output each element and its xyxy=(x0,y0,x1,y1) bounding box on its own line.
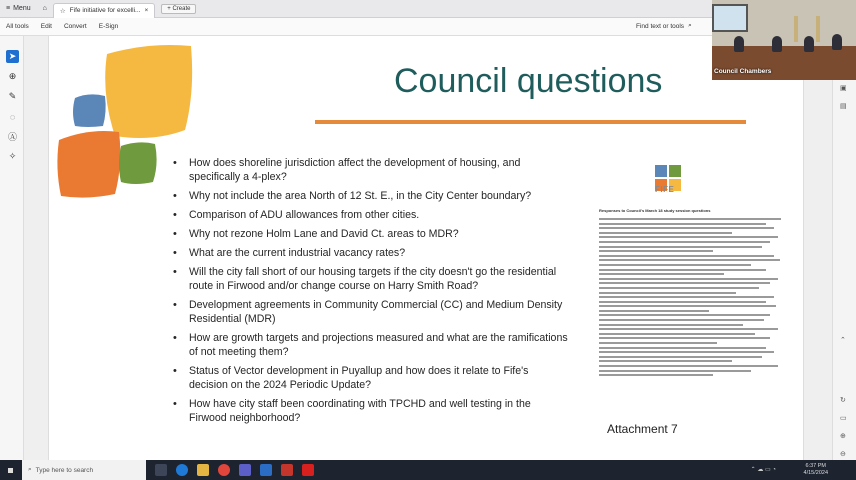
text-line xyxy=(599,287,759,289)
hamburger-icon: ≡ xyxy=(6,5,11,12)
text-line xyxy=(599,360,732,362)
acrobat-icon[interactable] xyxy=(302,464,314,476)
chrome-icon[interactable] xyxy=(218,464,230,476)
text-line xyxy=(599,246,762,248)
text-line xyxy=(599,324,743,326)
text-line xyxy=(599,232,732,234)
question-item: • Development agreements in Community Commercial (CC) and Medium Density Residential (MDR) xyxy=(169,298,569,326)
tab-label: Fife initiative for excelli... xyxy=(69,7,141,14)
leaf-yellow xyxy=(105,45,192,138)
star-icon: ☆ xyxy=(59,7,66,15)
menu-button[interactable] xyxy=(0,0,37,18)
layers-icon[interactable]: ▤ xyxy=(840,103,847,110)
fife-logo-text: FIFE xyxy=(655,185,675,194)
edge-icon[interactable] xyxy=(176,464,188,476)
chamber-screen xyxy=(712,4,748,32)
text-line xyxy=(599,319,764,321)
text-line xyxy=(599,282,770,284)
close-icon[interactable]: × xyxy=(144,7,149,14)
stamp-tool-icon[interactable]: ✧ xyxy=(8,151,17,161)
zoom-out-icon[interactable]: ⊖ xyxy=(840,451,846,458)
text-line xyxy=(599,273,724,275)
text-line xyxy=(599,236,778,238)
text-line xyxy=(599,255,774,257)
zoom-tool-icon[interactable]: ⊕ xyxy=(8,71,17,81)
menu-edit[interactable]: Edit xyxy=(40,23,52,30)
text-line xyxy=(599,337,770,339)
zoom-in-icon[interactable]: ⊕ xyxy=(840,433,846,440)
question-item: • Why not rezone Holm Lane and David Ct. areas to MDR? xyxy=(169,227,569,241)
left-toolbar xyxy=(0,36,24,460)
clock-date: 4/15/2024 xyxy=(803,470,828,476)
text-line xyxy=(599,269,766,271)
text-line xyxy=(599,218,781,220)
text-tool-icon[interactable]: Ⓐ xyxy=(7,132,17,142)
pen-tool-icon[interactable]: ✎ xyxy=(8,91,17,101)
outlook-icon[interactable] xyxy=(260,464,272,476)
menu-label: Menu xyxy=(13,5,31,12)
person xyxy=(832,34,842,50)
slide-page xyxy=(48,36,804,460)
video-feed xyxy=(712,0,856,80)
tab-document[interactable] xyxy=(53,3,155,18)
text-line xyxy=(599,223,766,225)
select-tool-icon[interactable]: ➤ xyxy=(6,50,19,63)
page-icon[interactable]: ▭ xyxy=(840,415,847,422)
create-tab-button[interactable]: + Create xyxy=(161,4,196,14)
text-line xyxy=(599,347,766,349)
text-line xyxy=(599,296,774,298)
question-item: • How have city staff been coordinating with TPCHD and well testing in the Firwood neighborhood? xyxy=(169,397,569,425)
text-line xyxy=(599,259,780,261)
menu-convert[interactable]: Convert xyxy=(63,23,87,30)
text-line xyxy=(599,278,778,280)
search-icon: ⌕ xyxy=(28,466,32,473)
person xyxy=(804,36,814,52)
search-icon: ⌕ xyxy=(688,22,692,29)
text-line xyxy=(599,370,751,372)
find-label: Find text or tools xyxy=(636,22,685,30)
text-line xyxy=(599,365,778,367)
find-tools[interactable] xyxy=(636,22,692,30)
text-line xyxy=(599,292,736,294)
text-line xyxy=(599,310,709,312)
attachment-heading: Responses to Council's March 18 study session questions xyxy=(599,208,711,213)
question-item: • Status of Vector development in Puyallup and how does it relate to Fife's decision on the 2024 Periodic Update? xyxy=(169,364,569,392)
panel-icon[interactable]: ▣ xyxy=(840,85,847,92)
clock-time: 6:37 PM xyxy=(805,463,826,469)
text-line xyxy=(599,374,713,376)
slide-title: Council questions xyxy=(394,62,663,100)
leaf-orange xyxy=(57,131,120,198)
question-item: • Will the city fall short of our housing targets if the city doesn't go the residential route in Firwood and/or change course on Harry Smith Road? xyxy=(169,265,569,293)
text-line xyxy=(599,264,751,266)
question-item: • What are the current industrial vacancy rates? xyxy=(169,246,569,260)
clock[interactable] xyxy=(804,463,828,477)
question-list xyxy=(169,156,569,430)
leaf-blue xyxy=(73,94,106,127)
question-item: • Comparison of ADU allowances from other cities. xyxy=(169,208,569,222)
text-line xyxy=(599,314,770,316)
flag-pole xyxy=(794,16,798,42)
video-label: Council Chambers xyxy=(714,68,772,75)
text-line xyxy=(599,328,778,330)
title-rule xyxy=(315,120,746,124)
taskbar xyxy=(0,460,856,480)
question-item: • Why not include the area North of 12 St. E., in the City Center boundary? xyxy=(169,189,569,203)
text-line xyxy=(599,351,774,353)
scroll-up-icon[interactable]: ⌃ xyxy=(840,337,846,344)
text-line xyxy=(599,342,717,344)
taskbar-search[interactable] xyxy=(22,460,146,480)
attachment-label: Attachment 7 xyxy=(607,422,678,436)
menu-all-tools[interactable]: All tools xyxy=(6,23,29,30)
person xyxy=(734,36,744,52)
system-tray[interactable]: ⌃ ☁ ▭ ◔ xyxy=(750,467,776,473)
task-view-icon[interactable] xyxy=(155,464,167,476)
text-line xyxy=(599,356,762,358)
question-item: • How are growth targets and projections measured and what are the ramifications of not meeting them? xyxy=(169,331,569,359)
teams-icon[interactable] xyxy=(239,464,251,476)
text-line xyxy=(599,241,770,243)
leaf-green xyxy=(119,142,157,184)
file-explorer-icon[interactable] xyxy=(197,464,209,476)
start-button[interactable] xyxy=(0,460,20,480)
attachment-body-text xyxy=(599,218,789,379)
text-line xyxy=(599,301,766,303)
question-item: • How does shoreline jurisdiction affect the development of housing, and specifically a 4-plex? xyxy=(169,156,569,184)
taskbar-search-placeholder: Type here to search xyxy=(35,466,94,474)
document-canvas xyxy=(24,36,832,460)
person xyxy=(772,36,782,52)
home-icon[interactable]: ⌂ xyxy=(42,5,47,12)
powerpoint-icon[interactable] xyxy=(281,464,293,476)
windows-icon xyxy=(6,466,15,475)
text-line xyxy=(599,333,755,335)
refresh-icon[interactable]: ↻ xyxy=(840,397,846,404)
text-line xyxy=(599,250,713,252)
menu-esign[interactable]: E-Sign xyxy=(98,23,119,30)
text-line xyxy=(599,227,774,229)
attachment-document xyxy=(591,156,791,420)
highlight-tool-icon[interactable]: ◌ xyxy=(9,111,16,122)
text-line xyxy=(599,305,776,307)
flag-pole xyxy=(816,16,820,42)
right-rail xyxy=(832,36,856,460)
